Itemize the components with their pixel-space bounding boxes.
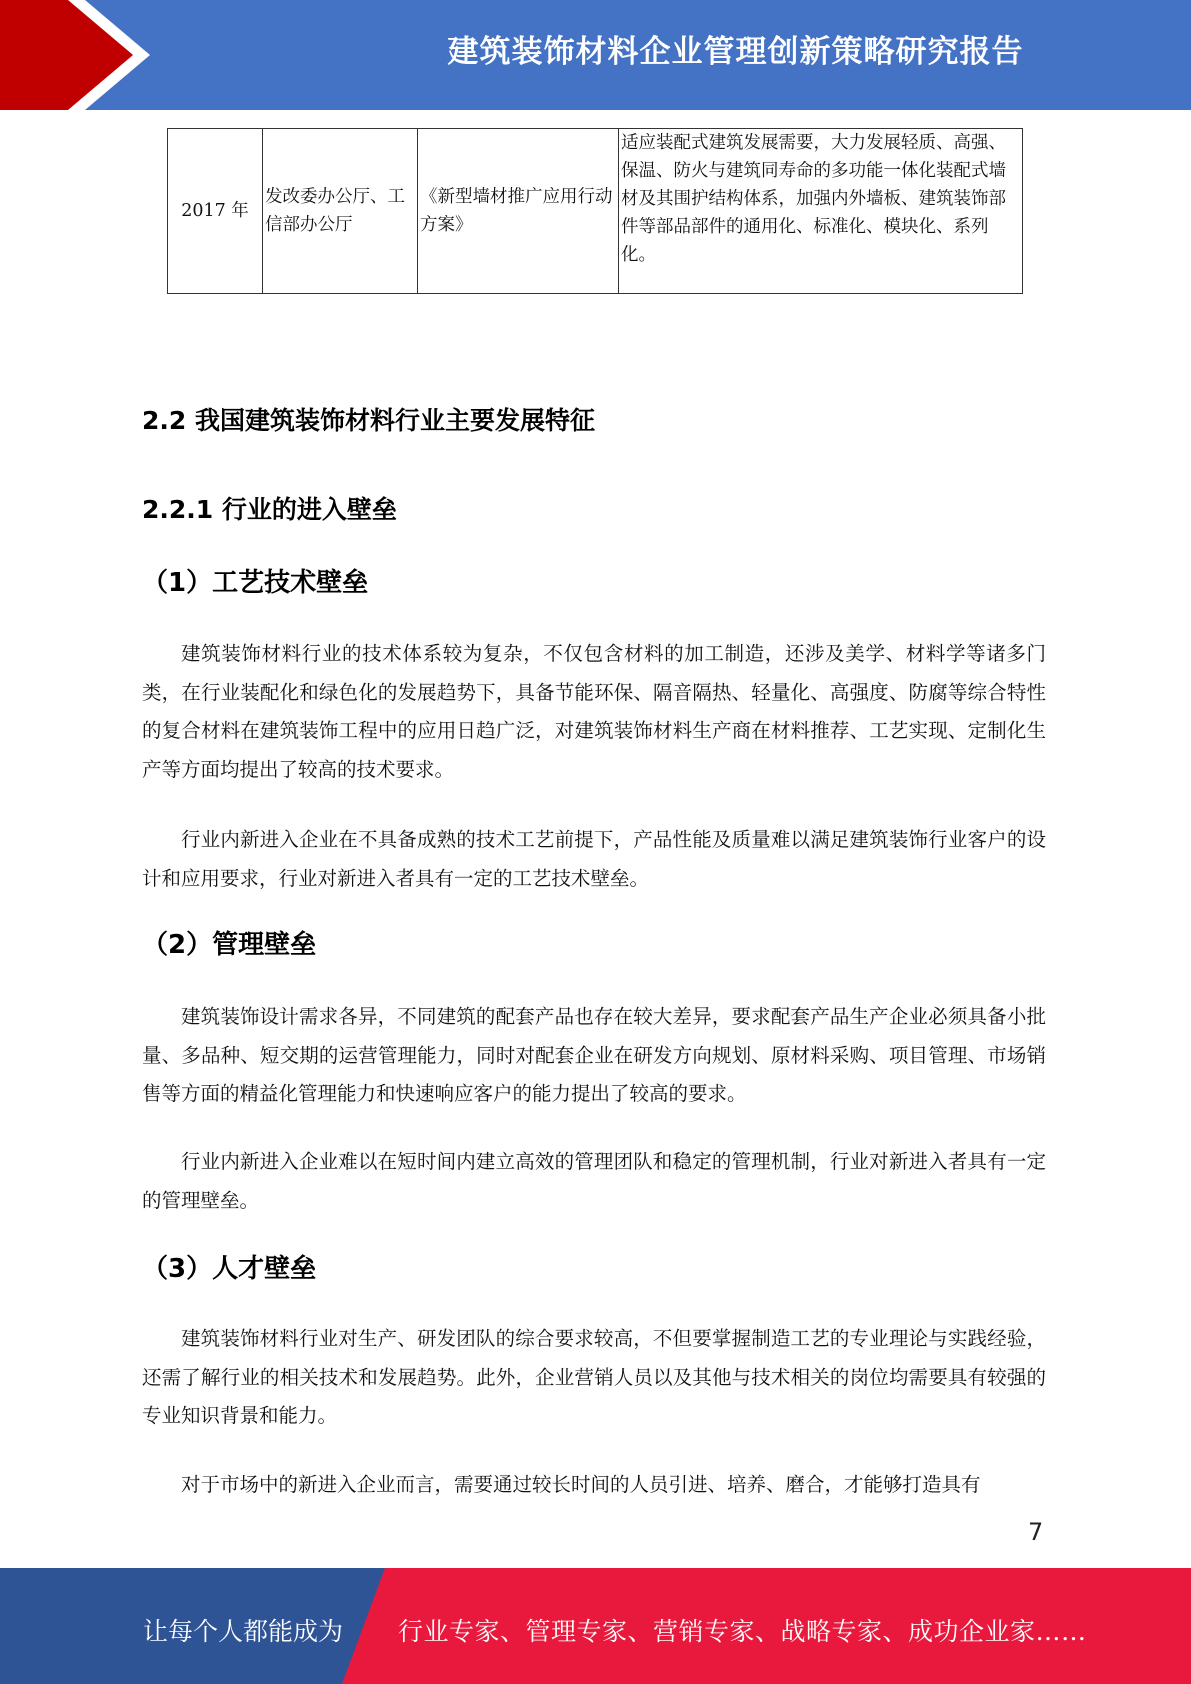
subheading-tech-barrier: （1）工艺技术壁垒 xyxy=(142,568,369,598)
subheading-talent-barrier: （3）人才壁垒 xyxy=(142,1254,317,1284)
paragraph: 建筑装饰材料行业对生产、研发团队的综合要求较高，不但要掌握制造工艺的专业理论与实践经验，还需了解行业的相关技术和发展趋势。此外，企业营销人员以及其他与技术相关的岗位均需要具有较强的专业知识背景和能力。 xyxy=(142,1327,1046,1427)
section-heading-2-2-1: 2.2.1 行业的进入壁垒 xyxy=(142,495,397,524)
paragraph: 对于市场中的新进入企业而言，需要通过较长时间的人员引进、培养、磨合，才能够打造具有 xyxy=(181,1473,981,1496)
table-cell-year: 2017 年 xyxy=(168,129,263,294)
paragraph: 建筑装饰材料行业的技术体系较为复杂，不仅包含材料的加工制造，还涉及美学、材料学等诸多门类，在行业装配化和绿色化的发展趋势下，具备节能环保、隔音隔热、轻量化、高强度、防腐等综合特性的复合材料在建筑装饰工程中的应用日趋广泛，对建筑装饰材料生产商在材料推荐、工艺实现、定制化生产等方面均提出了较高的技术要求。 xyxy=(142,642,1046,781)
page-footer xyxy=(0,1568,1191,1684)
report-title: 建筑装饰材料企业管理创新策略研究报告 xyxy=(447,34,1024,70)
table-cell-department: 发改委办公厅、工信部办公厅 xyxy=(263,129,418,294)
section-heading-2-2: 2.2 我国建筑装饰材料行业主要发展特征 xyxy=(142,406,595,435)
footer-slogan-left: 让每个人都能成为 xyxy=(143,1617,344,1646)
table-cell-content: 适应装配式建筑发展需要，大力发展轻质、高强、保温、防火与建筑同寿命的多功能一体化装配式墙材及其围护结构体系，加强内外墙板、建筑装饰部件等部品部件的通用化、标准化、模块化、系列化。 xyxy=(619,129,1023,294)
page-number: 7 xyxy=(1028,1518,1044,1546)
page-header xyxy=(0,0,1191,110)
header-arrow-decoration xyxy=(0,0,160,110)
subheading-management-barrier: （2）管理壁垒 xyxy=(142,930,317,960)
paragraph: 建筑装饰设计需求各异，不同建筑的配套产品也存在较大差异，要求配套产品生产企业必须具备小批量、多品种、短交期的运营管理能力，同时对配套企业在研发方向规划、原材料采购、项目管理、市场销售等方面的精益化管理能力和快速响应客户的能力提出了较高的要求。 xyxy=(142,1005,1046,1105)
paragraph: 行业内新进入企业在不具备成熟的技术工艺前提下，产品性能及质量难以满足建筑装饰行业客户的设计和应用要求，行业对新进入者具有一定的工艺技术壁垒。 xyxy=(142,828,1046,890)
footer-slogan-right: 行业专家、管理专家、营销专家、战略专家、成功企业家…… xyxy=(398,1617,1087,1646)
table-row xyxy=(168,129,1023,294)
paragraph: 行业内新进入企业难以在短时间内建立高效的管理团队和稳定的管理机制，行业对新进入者具有一定的管理壁垒。 xyxy=(142,1150,1046,1212)
policy-table xyxy=(167,128,1023,294)
table-cell-document: 《新型墙材推广应用行动方案》 xyxy=(418,129,619,294)
